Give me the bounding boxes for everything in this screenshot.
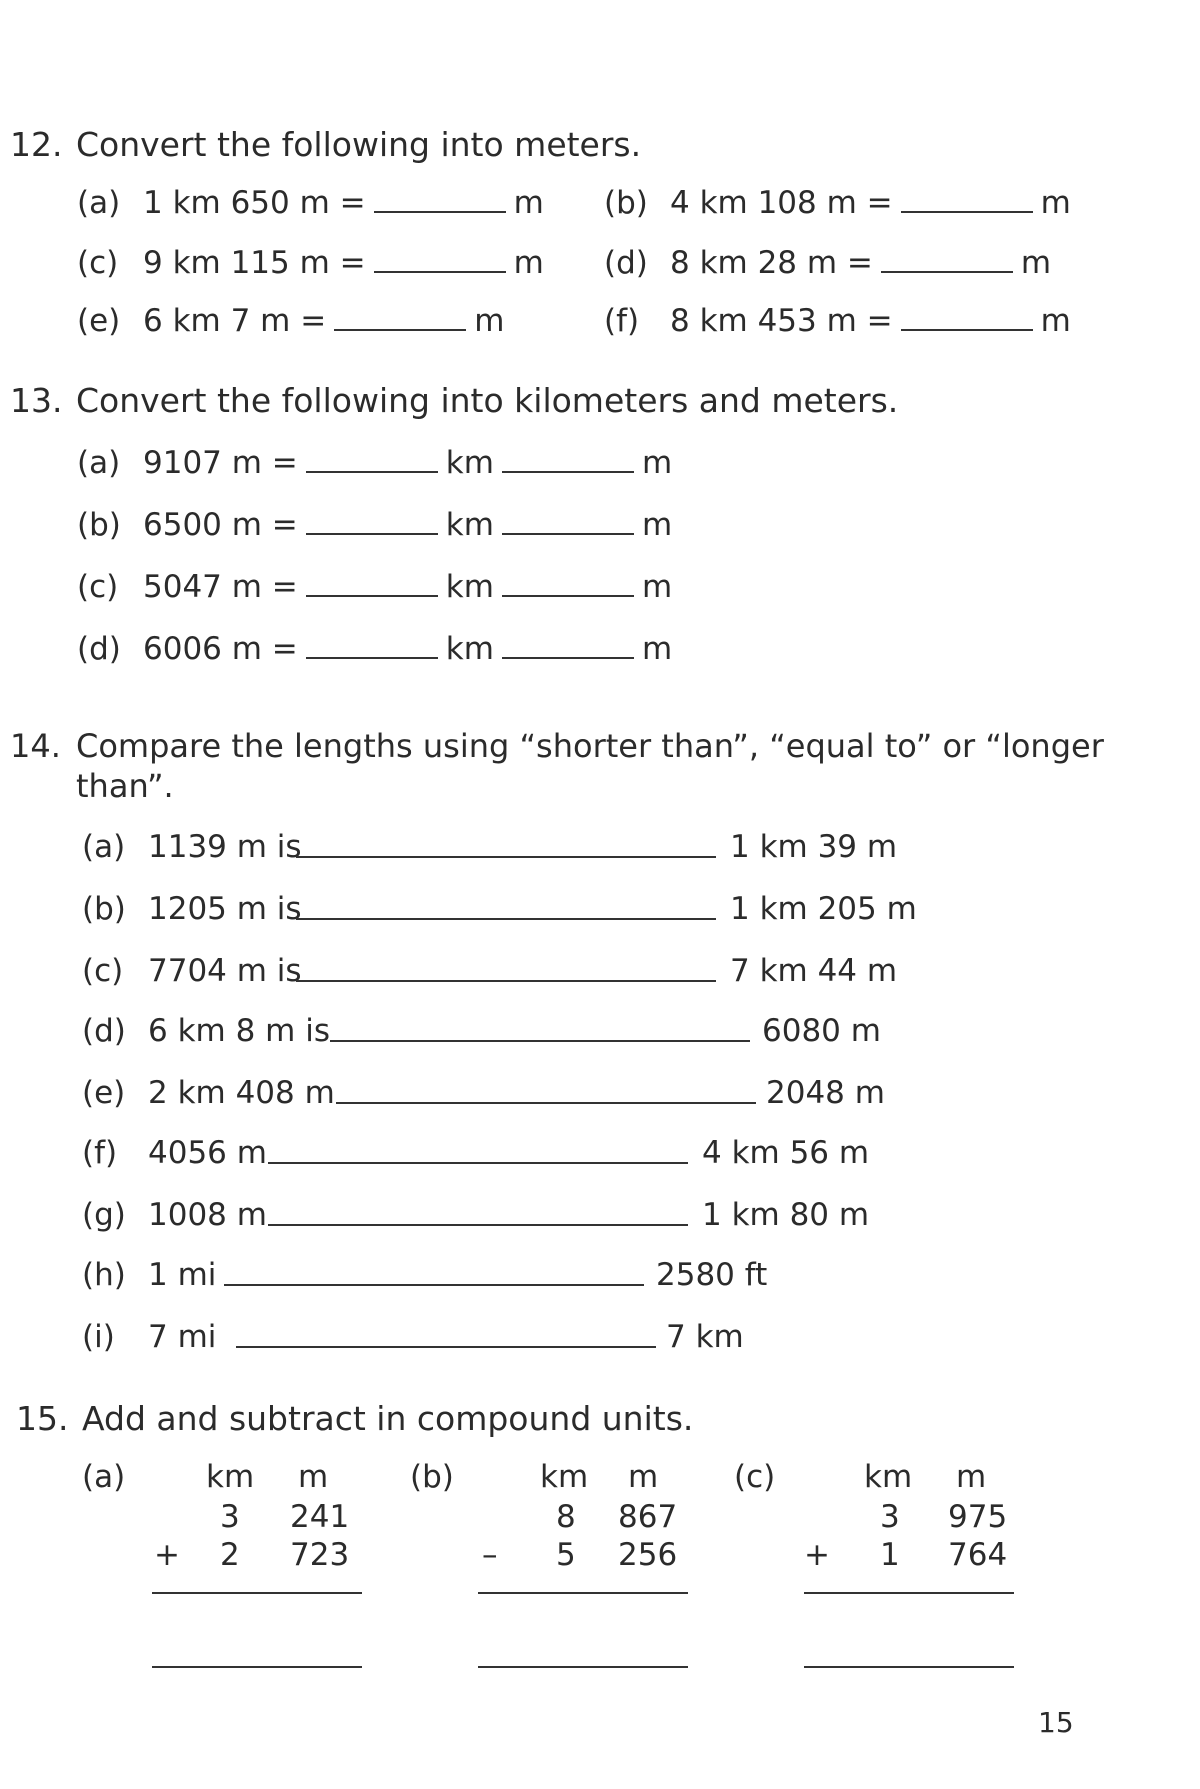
item-expression: 9 km 115 m = bbox=[143, 245, 366, 281]
item-unit: m bbox=[513, 185, 544, 221]
header-m: m bbox=[298, 1459, 329, 1495]
item-left: 4056 m bbox=[148, 1135, 267, 1171]
sum-line bbox=[152, 1592, 362, 1594]
q12-item-a bbox=[77, 185, 544, 221]
item-label: (i) bbox=[82, 1319, 115, 1355]
unit-km: km bbox=[445, 631, 494, 667]
header-km: km bbox=[206, 1459, 255, 1495]
answer-blank[interactable] bbox=[374, 191, 506, 213]
question-14-title bbox=[10, 727, 1104, 765]
item-expression: 1 km 650 m = bbox=[143, 185, 366, 221]
item-label: (b) bbox=[410, 1459, 454, 1495]
item-unit: m bbox=[1040, 185, 1071, 221]
item-expression: 9107 m = bbox=[143, 445, 298, 481]
item-expression: 4 km 108 m = bbox=[670, 185, 893, 221]
item-label: (h) bbox=[82, 1257, 126, 1293]
q14-item-i bbox=[82, 1319, 217, 1355]
question-number: 14. bbox=[10, 727, 61, 765]
item-unit: m bbox=[474, 303, 505, 339]
item-unit: m bbox=[1040, 303, 1071, 339]
answer-blank[interactable] bbox=[901, 309, 1033, 331]
q13-item-b bbox=[77, 507, 673, 543]
item-right: 1 km 39 m bbox=[730, 829, 898, 865]
q14-item-b bbox=[82, 891, 302, 927]
header-km: km bbox=[864, 1459, 913, 1495]
question-text: Convert the following into meters. bbox=[76, 125, 642, 164]
header-km: km bbox=[540, 1459, 589, 1495]
question-13-title bbox=[10, 381, 899, 420]
item-label: (d) bbox=[604, 245, 648, 281]
item-label: (c) bbox=[77, 569, 119, 605]
item-left: 1205 m is bbox=[148, 891, 302, 927]
row2-km: 2 bbox=[220, 1537, 240, 1573]
m-blank[interactable] bbox=[502, 451, 634, 473]
operator: + bbox=[804, 1537, 830, 1573]
item-left: 1139 m is bbox=[148, 829, 302, 865]
item-label: (d) bbox=[82, 1013, 126, 1049]
q12-item-f bbox=[604, 303, 1071, 339]
item-left: 7704 m is bbox=[148, 953, 302, 989]
operator: – bbox=[482, 1537, 498, 1573]
item-label: (a) bbox=[82, 1459, 126, 1495]
q12-item-e bbox=[77, 303, 505, 339]
m-blank[interactable] bbox=[502, 575, 634, 597]
answer-blank[interactable] bbox=[236, 1346, 656, 1348]
sum-line bbox=[804, 1592, 1014, 1594]
item-expression: 6006 m = bbox=[143, 631, 298, 667]
unit-km: km bbox=[445, 569, 494, 605]
item-unit: m bbox=[1020, 245, 1052, 281]
item-right: 2048 m bbox=[766, 1075, 885, 1111]
header-m: m bbox=[956, 1459, 987, 1495]
item-label: (b) bbox=[82, 891, 126, 927]
item-label: (a) bbox=[82, 829, 126, 865]
answer-line[interactable] bbox=[478, 1666, 688, 1668]
km-blank[interactable] bbox=[306, 637, 438, 659]
item-expression: 6500 m = bbox=[143, 507, 298, 543]
item-expression: 5047 m = bbox=[143, 569, 298, 605]
item-unit: m bbox=[513, 245, 544, 281]
question-text: Add and subtract in compound units. bbox=[82, 1399, 694, 1438]
item-expression: 8 km 453 m = bbox=[670, 303, 893, 339]
row1-m: 975 bbox=[948, 1499, 1008, 1535]
q14-item-h bbox=[82, 1257, 217, 1293]
row2-km: 1 bbox=[880, 1537, 900, 1573]
question-number: 15. bbox=[16, 1399, 69, 1438]
question-12-title bbox=[10, 125, 642, 164]
row1-m: 867 bbox=[618, 1499, 678, 1535]
item-left: 7 mi bbox=[148, 1319, 217, 1355]
item-label: (e) bbox=[82, 1075, 126, 1111]
item-right: 6080 m bbox=[762, 1013, 881, 1049]
item-right: 2580 ft bbox=[656, 1257, 768, 1293]
q12-item-c bbox=[77, 245, 544, 281]
answer-blank[interactable] bbox=[881, 251, 1013, 273]
row1-m: 241 bbox=[290, 1499, 350, 1535]
m-blank[interactable] bbox=[502, 637, 634, 659]
unit-m: m bbox=[641, 445, 673, 481]
question-text: Convert the following into kilometers and meters. bbox=[76, 381, 899, 420]
answer-blank[interactable] bbox=[374, 251, 506, 273]
row2-m: 764 bbox=[948, 1537, 1008, 1573]
q14-item-g bbox=[82, 1197, 267, 1233]
item-right: 1 km 205 m bbox=[730, 891, 917, 927]
unit-km: km bbox=[445, 445, 494, 481]
answer-blank[interactable] bbox=[268, 1224, 688, 1226]
item-label: (c) bbox=[77, 245, 119, 281]
operator: + bbox=[154, 1537, 180, 1573]
item-left: 6 km 8 m is bbox=[148, 1013, 330, 1049]
row2-m: 256 bbox=[618, 1537, 678, 1573]
row1-km: 8 bbox=[556, 1499, 576, 1535]
answer-blank[interactable] bbox=[330, 1040, 750, 1042]
answer-line[interactable] bbox=[152, 1666, 362, 1668]
item-label: (f) bbox=[82, 1135, 118, 1171]
unit-m: m bbox=[641, 631, 673, 667]
unit-m: m bbox=[641, 507, 673, 543]
item-label: (a) bbox=[77, 445, 121, 481]
page-number: 15 bbox=[1038, 1706, 1074, 1739]
row1-km: 3 bbox=[880, 1499, 900, 1535]
answer-blank[interactable] bbox=[901, 191, 1033, 213]
km-blank[interactable] bbox=[306, 575, 438, 597]
unit-m: m bbox=[641, 569, 673, 605]
answer-blank[interactable] bbox=[334, 309, 466, 331]
question-text-line-2: than”. bbox=[76, 767, 174, 805]
header-m: m bbox=[628, 1459, 659, 1495]
row2-km: 5 bbox=[556, 1537, 576, 1573]
item-expression: 8 km 28 m = bbox=[670, 245, 873, 281]
row1-km: 3 bbox=[220, 1499, 240, 1535]
q13-item-a bbox=[77, 445, 673, 481]
item-label: (g) bbox=[82, 1197, 126, 1233]
item-expression: 6 km 7 m = bbox=[143, 303, 327, 339]
item-left: 2 km 408 m bbox=[148, 1075, 335, 1111]
q13-item-d bbox=[77, 631, 673, 667]
difference-line bbox=[478, 1592, 688, 1594]
item-label: (a) bbox=[77, 185, 121, 221]
item-left: 1 mi bbox=[148, 1257, 217, 1293]
q14-item-a bbox=[82, 829, 302, 865]
unit-km: km bbox=[445, 507, 494, 543]
item-label: (d) bbox=[77, 631, 121, 667]
answer-line[interactable] bbox=[804, 1666, 1014, 1668]
q13-item-c bbox=[77, 569, 673, 605]
m-blank[interactable] bbox=[502, 513, 634, 535]
item-label: (e) bbox=[77, 303, 121, 339]
item-label: (b) bbox=[604, 185, 648, 221]
answer-blank[interactable] bbox=[296, 918, 716, 920]
item-label: (b) bbox=[77, 507, 121, 543]
question-15-title bbox=[16, 1399, 694, 1438]
km-blank[interactable] bbox=[306, 451, 438, 473]
km-blank[interactable] bbox=[306, 513, 438, 535]
answer-blank[interactable] bbox=[268, 1162, 688, 1164]
row2-m: 723 bbox=[290, 1537, 350, 1573]
question-number: 13. bbox=[10, 381, 63, 420]
question-14-title-cont bbox=[76, 767, 174, 805]
q14-item-e bbox=[82, 1075, 335, 1111]
item-label: (c) bbox=[734, 1459, 776, 1495]
answer-blank[interactable] bbox=[296, 980, 716, 982]
item-left: 1008 m bbox=[148, 1197, 267, 1233]
item-right: 7 km 44 m bbox=[730, 953, 898, 989]
answer-blank[interactable] bbox=[336, 1102, 756, 1104]
item-label: (c) bbox=[82, 953, 124, 989]
q12-item-d bbox=[604, 245, 1052, 281]
item-right: 4 km 56 m bbox=[702, 1135, 870, 1171]
answer-blank[interactable] bbox=[296, 856, 716, 858]
q14-item-d bbox=[82, 1013, 330, 1049]
answer-blank[interactable] bbox=[224, 1284, 644, 1286]
item-right: 1 km 80 m bbox=[702, 1197, 870, 1233]
q12-item-b bbox=[604, 185, 1071, 221]
q14-item-f bbox=[82, 1135, 267, 1171]
q14-item-c bbox=[82, 953, 302, 989]
item-right: 7 km bbox=[666, 1319, 744, 1355]
item-label: (f) bbox=[604, 303, 640, 339]
question-number: 12. bbox=[10, 125, 63, 164]
question-text-line-1: Compare the lengths using “shorter than”, “equal to” or “longer bbox=[76, 727, 1104, 765]
